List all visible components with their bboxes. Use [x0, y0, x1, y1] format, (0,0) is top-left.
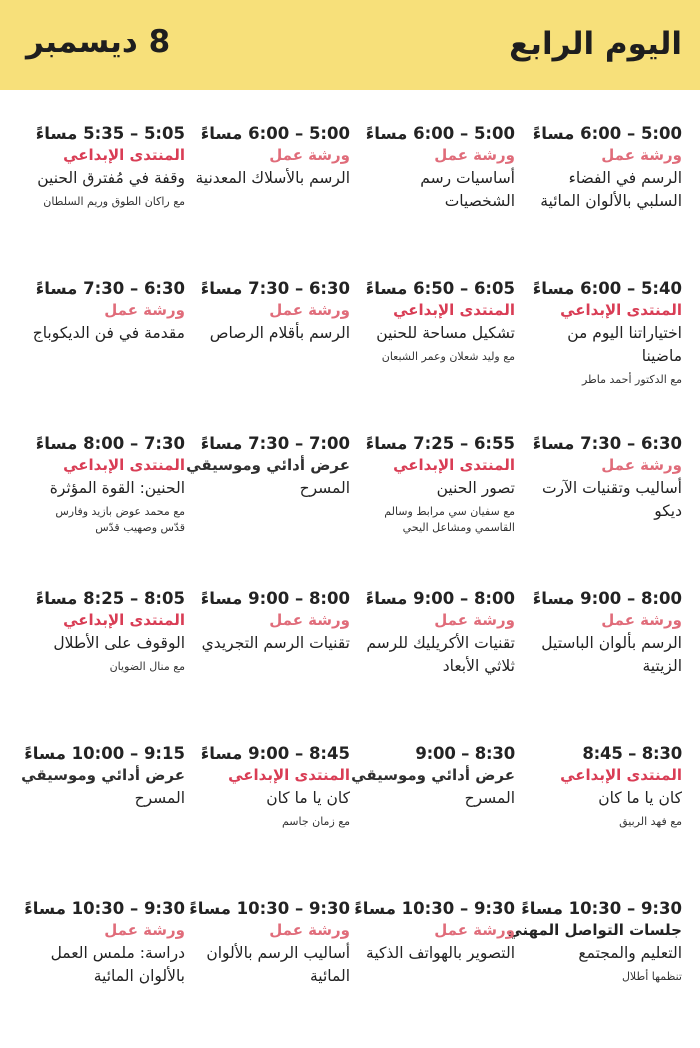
event-card — [189, 893, 360, 1048]
event-card — [525, 738, 700, 893]
event-title: التعليم والمجتمع — [578, 944, 682, 962]
event-time: 8:00 – 9:00 مساءً — [200, 589, 350, 608]
event-title: اختياراتنا اليوم من ماضينا — [567, 324, 682, 365]
event-time: 8:45 – 9:00 مساءً — [200, 744, 350, 763]
event-category: ورشة عمل — [269, 611, 350, 629]
header-banner — [0, 0, 700, 90]
event-category: عرض أدائي وموسيقي — [351, 766, 515, 784]
event-guest: مع زمان جاسم — [281, 815, 350, 828]
event-category: المنتدى الإبداعي — [63, 611, 185, 629]
event-title: التصوير بالهواتف الذكية — [366, 944, 515, 962]
event-time: 5:00 – 6:00 مساءً — [365, 124, 515, 143]
event-title: المسرح — [299, 479, 350, 497]
event-category: ورشة عمل — [434, 146, 515, 164]
event-title: الرسم بأقلام الرصاص — [209, 324, 350, 342]
event-card — [360, 118, 525, 273]
event-title: الوقوف على الأطلال — [53, 634, 185, 652]
schedule-row — [0, 583, 700, 738]
event-card — [30, 273, 195, 428]
day-title: اليوم الرابع — [509, 26, 682, 62]
event-title: تشكيل مساحة للحنين — [376, 324, 515, 342]
event-category: ورشة عمل — [601, 611, 682, 629]
event-card — [351, 738, 525, 893]
event-card — [24, 893, 195, 1048]
event-title: الرسم بألوان الباستيل الزيتية — [541, 634, 682, 675]
event-guest: تنظمها أطلال — [621, 970, 682, 983]
event-time: 8:00 – 9:00 مساءً — [365, 589, 515, 608]
event-time: 7:30 – 8:00 مساءً — [35, 434, 185, 453]
schedule-row — [0, 738, 700, 893]
event-guest: مع فهد الربيق — [619, 815, 682, 828]
event-card — [195, 738, 360, 893]
event-time: 8:30 – 8:45 — [582, 744, 682, 763]
event-time: 5:05 – 5:35 مساءً — [35, 124, 185, 143]
event-title: الرسم في الفضاء السلبي بالألوان المائية — [540, 169, 682, 210]
event-category: المنتدى الإبداعي — [228, 766, 350, 784]
event-card — [30, 118, 195, 273]
event-title: مقدمة في فن الديكوباج — [32, 324, 185, 342]
event-title: دراسة: ملمس العمل بالألوان المائية — [50, 944, 185, 985]
event-guest: مع منال الضويان — [109, 660, 185, 673]
event-card — [195, 583, 360, 738]
event-title: كان يا ما كان — [266, 789, 350, 807]
event-time: 5:40 – 6:00 مساءً — [532, 279, 682, 298]
schedule-row — [0, 118, 700, 273]
event-category: ورشة عمل — [104, 921, 185, 939]
event-time: 7:00 – 7:30 مساءً — [200, 434, 350, 453]
event-card — [360, 273, 525, 428]
event-time: 6:30 – 7:30 مساءً — [35, 279, 185, 298]
schedule-grid — [0, 118, 700, 1048]
event-card — [525, 428, 700, 583]
event-category: ورشة عمل — [434, 921, 515, 939]
event-card — [525, 118, 700, 273]
event-time: 9:30 – 10:30 مساءً — [189, 899, 350, 918]
event-time: 5:00 – 6:00 مساءً — [532, 124, 682, 143]
event-category: ورشة عمل — [269, 146, 350, 164]
event-card — [525, 273, 700, 428]
event-category: ورشة عمل — [104, 301, 185, 319]
schedule-row — [0, 893, 700, 1048]
event-category: المنتدى الإبداعي — [560, 766, 682, 784]
event-category: المنتدى الإبداعي — [560, 301, 682, 319]
event-title: أساليب الرسم بالألوان المائية — [206, 944, 350, 985]
event-title: تقنيات الرسم التجريدي — [201, 634, 350, 652]
event-title: أساليب وتقنيات الآرت ديكو — [541, 479, 682, 520]
event-category: المنتدى الإبداعي — [63, 456, 185, 474]
event-title: المسرح — [134, 789, 185, 807]
event-category: عرض أدائي وموسيقي — [186, 456, 350, 474]
event-card — [360, 583, 525, 738]
event-title: المسرح — [464, 789, 515, 807]
event-category: المنتدى الإبداعي — [393, 456, 515, 474]
event-category: ورشة عمل — [601, 146, 682, 164]
event-card — [507, 893, 700, 1048]
event-category: المنتدى الإبداعي — [393, 301, 515, 319]
event-time: 6:55 – 7:25 مساءً — [365, 434, 515, 453]
date-title: 8 ديسمبر — [26, 24, 171, 60]
event-card — [354, 893, 525, 1048]
event-card — [525, 583, 700, 738]
event-title: تصور الحنين — [436, 479, 515, 497]
event-category: ورشة عمل — [601, 456, 682, 474]
event-guest: مع وليد شعلان وعمر الشبعان — [381, 350, 515, 363]
event-guest: مع سفيان سي مرابط وسالم القاسمي ومشاعل اليحي — [384, 505, 515, 534]
event-title: الرسم بالأسلاك المعدنية — [195, 169, 350, 187]
event-category: عرض أدائي وموسيقي — [21, 766, 185, 784]
event-card — [195, 273, 360, 428]
event-title: تقنيات الأكريليك للرسم ثلاثي الأبعاد — [366, 634, 515, 675]
event-time: 9:30 – 10:30 مساءً — [521, 899, 682, 918]
event-title: أساسيات رسم الشخصيات — [420, 169, 515, 210]
event-category: ورشة عمل — [269, 301, 350, 319]
event-guest: مع راكان الطوق وريم السلطان — [43, 195, 185, 208]
event-time: 5:00 – 6:00 مساءً — [200, 124, 350, 143]
event-title: كان يا ما كان — [598, 789, 682, 807]
event-title: الحنين: القوة المؤثرة — [49, 479, 185, 497]
event-category: المنتدى الإبداعي — [63, 146, 185, 164]
event-time: 8:00 – 9:00 مساءً — [532, 589, 682, 608]
event-time: 8:05 – 8:25 مساءً — [35, 589, 185, 608]
event-card — [195, 118, 360, 273]
event-guest: مع الدكتور أحمد ماطر — [581, 373, 682, 386]
event-card — [30, 583, 195, 738]
event-time: 6:05 – 6:50 مساءً — [365, 279, 515, 298]
schedule-row — [0, 273, 700, 428]
event-category: ورشة عمل — [269, 921, 350, 939]
event-time: 6:30 – 7:30 مساءً — [200, 279, 350, 298]
event-card — [30, 428, 195, 583]
event-time: 6:30 – 7:30 مساءً — [532, 434, 682, 453]
schedule-row — [0, 428, 700, 583]
event-category: جلسات التواصل المهني — [507, 921, 682, 939]
event-guest: مع محمد عوض بازيد وفارس قدّس وصهيب قدّس — [55, 505, 185, 534]
event-card — [186, 428, 360, 583]
event-time: 9:15 – 10:00 مساءً — [24, 744, 185, 763]
event-title: وقفة في مُفترق الحنين — [37, 169, 185, 187]
event-card — [21, 738, 195, 893]
event-time: 9:30 – 10:30 مساءً — [354, 899, 515, 918]
event-time: 8:30 – 9:00 — [415, 744, 515, 763]
event-category: ورشة عمل — [434, 611, 515, 629]
event-card — [360, 428, 525, 583]
event-time: 9:30 – 10:30 مساءً — [24, 899, 185, 918]
